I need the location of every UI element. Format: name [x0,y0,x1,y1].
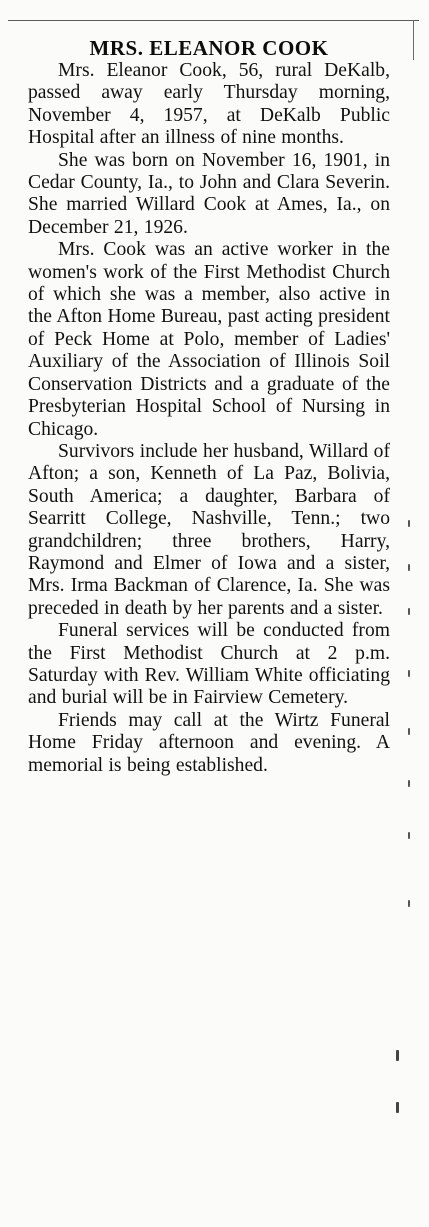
paragraph-survivors: Survivors include her husband, Willard of Afton; a son, Kenneth of La Paz, Bolivia, South America; a daughter, Barbara of Searritt College, Nashville, Tenn.; two grandchildren; three brothers, Harry, Raymond and Elmer of Iowa and a sister, Mrs. Irma Backman of Clarence, Ia. She was preceded in death by her parents and a sister. [28,440,390,619]
column-right-rule [413,20,414,60]
paragraph-birth-marriage: She was born on November 16, 1901, in Cedar County, Ia., to John and Clara Severin. She married Willard Cook at Ames, Ia., on December 21, 1926. [28,149,390,238]
headline: MRS. ELEANOR COOK [89,36,329,60]
obituary-article [28,36,390,777]
column-edge-marks [408,520,414,920]
paragraph-activities: Mrs. Cook was an active worker in the women's work of the First Methodist Church of which she was a member, also active in the Afton Home Bureau, past acting president of Peck Home at Polo, member of Ladies' Auxiliary of the Association of Illinois Soil Conservation Districts and a graduate of the Presbyterian Hospital School of Nursing in Chicago. [28,239,390,440]
margin-mark [396,1102,399,1113]
paragraph-death-notice: Mrs. Eleanor Cook, 56, rural DeKalb, passed away early Thursday morning, November 4, 1957, at DeKalb Public Hospital after an illness of nine months. [28,60,390,149]
column-top-rule [8,20,419,21]
margin-mark [396,1050,399,1061]
paragraph-visitation: Friends may call at the Wirtz Funeral Home Friday afternoon and evening. A memorial is being established. [28,709,390,776]
paragraph-funeral-services: Funeral services will be conducted from the First Methodist Church at 2 p.m. Saturday with Rev. William White officiating and burial will be in Fairview Cemetery. [28,620,390,709]
